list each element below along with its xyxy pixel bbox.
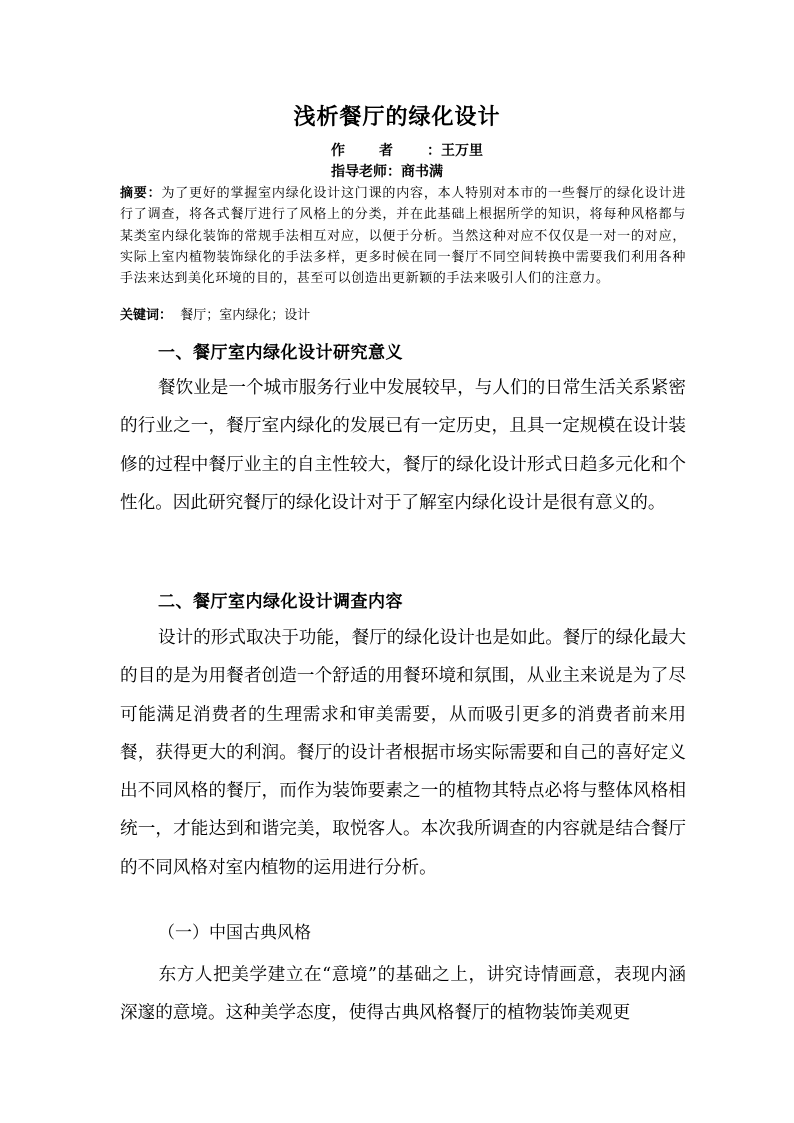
keywords-text: 餐厅；室内绿化；设计 — [180, 308, 311, 323]
section-paragraph-2 — [120, 619, 686, 887]
keywords-label: 关键词： — [120, 308, 173, 323]
document-title: 浅析餐厅的绿化设计 — [293, 104, 501, 130]
author-line — [331, 140, 483, 160]
subsection-paragraph-1 — [120, 956, 686, 1033]
advisor-line: 指导老师：商书满 — [331, 164, 443, 180]
abstract — [120, 183, 686, 289]
author-name: ：王万里 — [427, 143, 483, 159]
section-paragraph-1-text: 餐饮业是一个城市服务行业中发展较早，与人们的日常生活关系紧密的行业之一，餐厅室内绿化的发展已有一定历史，且具一定规模在设计装修的过程中餐厅业主的自主性较大，餐厅的绿化设计形式日趋多元化和个性化。因此研究餐厅的绿化设计对于了解室内绿化设计是很有意义的。 — [120, 378, 686, 513]
subsection-heading-1: （一）中国古典风格 — [158, 923, 311, 943]
section-paragraph-1 — [120, 369, 686, 522]
subsection-paragraph-1-text: 东方人把美学建立在“意境”的基础之上，讲究诗情画意，表现内涵深邃的意境。这种美学态度，使得古典风格餐厅的植物装饰美观更 — [120, 965, 686, 1024]
abstract-label: 摘要： — [120, 186, 162, 201]
abstract-text: 为了更好的掌握室内绿化设计这门课的内容，本人特别对本市的一些餐厅的绿化设计进行了调查，将各式餐厅进行了风格上的分类，并在此基础上根据所学的知识，将每种风格都与某类室内绿化装饰的常规手法相互对应，以便于分析。当然这种对应不仅仅是一对一的对应，实际上室内植物装饰绿化的手法多样，更多时候在同一餐厅不同空间转换中需要我们利用各种手法来达到美化环境的目的，甚至可以创造出更新颖的手法来吸引人们的注意力。 — [120, 186, 686, 287]
section-paragraph-2-text: 设计的形式取决于功能，餐厅的绿化设计也是如此。餐厅的绿化最大的目的是为用餐者创造一个舒适的用餐环境和氛围，从业主来说是为了尽可能满足消费者的生理需求和审美需要，从而吸引更多的消费者前来用餐，获得更大的利润。餐厅的设计者根据市场实际需要和自己的喜好定义出不同风格的餐厅，而作为装饰要素之一的植物其特点必将与整体风格相统一，才能达到和谐完美，取悦客人。本次我所调查的内容就是结合餐厅的不同风格对室内植物的运用进行分析。 — [120, 628, 686, 878]
author-label: 作者 — [331, 143, 427, 159]
section-heading-2: 二、餐厅室内绿化设计调查内容 — [158, 592, 403, 612]
keywords — [120, 304, 310, 323]
section-heading-1: 一、餐厅室内绿化设计研究意义 — [158, 343, 403, 363]
